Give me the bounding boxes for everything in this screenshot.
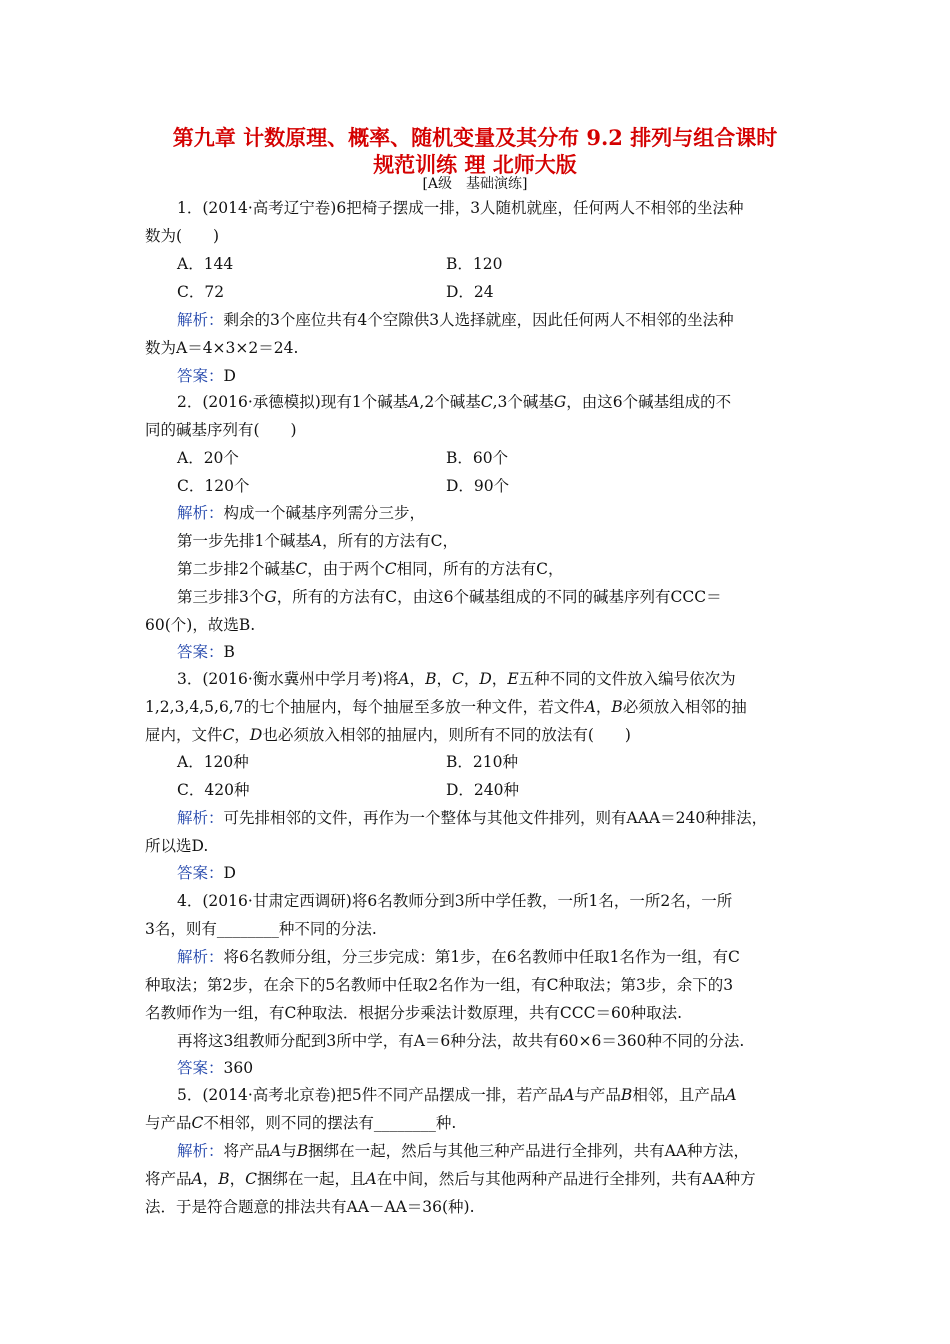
q2-stem-line-1: 2．(2016·承德模拟)现有1个碱基A,2个碱基C,3个碱基G，由这6个碱基组成的不 — [177, 393, 732, 411]
q1-option-a: A．144 — [177, 255, 234, 273]
q3-option-a: A．120种 — [177, 753, 249, 771]
q4-analysis-line-4: 再将这3组教师分配到3所中学，有A＝6种分法，故共有60×6＝360种不同的分法. — [177, 1032, 745, 1050]
analysis-label: 解析： — [177, 1142, 224, 1160]
q3-option-c: C．420种 — [177, 781, 250, 799]
q5-analysis-line-3: 法．于是符合题意的排法共有AA－AA＝36(种). — [145, 1198, 475, 1216]
q3-stem-line-1: 3．(2016·衡水冀州中学月考)将A，B，C，D，E五种不同的文件放入编号依次为 — [177, 670, 736, 688]
q2-stem-line-2: 同的碱基序列有( ) — [145, 421, 297, 439]
q4-stem-line-1: 4．(2016·甘肃定西调研)将6名教师分到3所中学任教，一所1名，一所2名，一所 — [177, 892, 733, 910]
q5-analysis-line-1: 解析：将产品A与B捆绑在一起，然后与其他三种产品进行全排列，共有AA种方法， — [177, 1142, 750, 1160]
analysis-label: 解析： — [177, 948, 224, 966]
q3-stem-line-2: 1,2,3,4,5,6,7的七个抽屉内，每个抽屉至多放一种文件，若文件A，B必须放入相邻的抽 — [145, 698, 747, 716]
q3-analysis-line-2: 所以选D. — [145, 837, 209, 855]
q3-analysis-line-1: 解析：可先排相邻的文件，再作为一个整体与其他文件排列，则有AAA＝240种排法， — [177, 809, 768, 827]
q1-analysis-line-1: 解析：剩余的3个座位共有4个空隙供3人选择就座，因此任何两人不相邻的坐法种 — [177, 311, 734, 329]
q2-option-b: B．60个 — [446, 449, 509, 467]
q5-stem-line-1: 5．(2014·高考北京卷)把5件不同产品摆成一排，若产品A与产品B相邻，且产品A — [177, 1086, 737, 1104]
q5-stem-line-2: 与产品C不相邻，则不同的摆法有________种. — [145, 1114, 457, 1132]
q2-answer: 答案：B — [177, 643, 235, 661]
answer-label: 答案： — [177, 367, 224, 385]
q1-option-c: C．72 — [177, 283, 225, 301]
q2-option-a: A．20个 — [177, 449, 239, 467]
q2-analysis-step-2: 第二步排2个碱基C，由于两个C相同，所有的方法有C， — [177, 560, 564, 578]
analysis-label: 解析： — [177, 809, 224, 827]
q4-analysis-line-3: 名教师作为一组，有C种取法．根据分步乘法计数原理，共有CCC＝60种取法. — [145, 1004, 683, 1022]
q5-analysis-line-2: 将产品A，B，C捆绑在一起，且A在中间，然后与其他两种产品进行全排列，共有AA种方 — [145, 1170, 756, 1188]
q1-option-d: D．24 — [446, 283, 494, 301]
q2-analysis-conclusion: 60(个)，故选B. — [145, 616, 256, 634]
q3-answer: 答案：D — [177, 864, 236, 882]
q1-option-b: B．120 — [446, 255, 503, 273]
q4-stem-line-2: 3名，则有________种不同的分法. — [145, 920, 377, 938]
q1-analysis-line-2: 数为A＝4×3×2＝24. — [145, 339, 299, 357]
q3-option-b: B．210种 — [446, 753, 518, 771]
section-level-heading: [A级 基础演练] — [422, 176, 528, 192]
q4-answer: 答案：360 — [177, 1059, 254, 1077]
answer-label: 答案： — [177, 643, 224, 661]
q2-option-d: D．90个 — [446, 477, 510, 495]
q3-stem-line-3: 屉内，文件C，D也必须放入相邻的抽屉内，则所有不同的放法有( ) — [145, 726, 631, 744]
document-title-line-1: 第九章 计数原理、概率、随机变量及其分布 9.2 排列与组合课时 — [172, 125, 778, 150]
q1-stem-line-2: 数为( ) — [145, 227, 220, 245]
analysis-label: 解析： — [177, 311, 224, 329]
q2-analysis-step-3: 第三步排3个G，所有的方法有C，由这6个碱基组成的不同的碱基序列有CCC＝ — [177, 588, 722, 606]
answer-label: 答案： — [177, 1059, 224, 1077]
q2-analysis-step-1: 第一步先排1个碱基A，所有的方法有C， — [177, 532, 458, 550]
q4-analysis-line-1: 解析：将6名教师分组，分三步完成：第1步，在6名教师中任取1名作为一组，有C — [177, 948, 740, 966]
q1-stem-line-1: 1．(2014·高考辽宁卷)6把椅子摆成一排，3人随机就座，任何两人不相邻的坐法种 — [177, 199, 744, 217]
q4-analysis-line-2: 种取法；第2步，在余下的5名教师中任取2名作为一组，有C种取法；第3步，余下的3 — [145, 976, 734, 994]
answer-label: 答案： — [177, 864, 224, 882]
document-title-line-2: 规范训练 理 北师大版 — [373, 152, 577, 177]
analysis-label: 解析： — [177, 504, 224, 522]
q2-analysis-line-1: 解析：构成一个碱基序列需分三步， — [177, 504, 426, 522]
q1-answer: 答案：D — [177, 367, 236, 385]
q3-option-d: D．240种 — [446, 781, 520, 799]
q2-option-c: C．120个 — [177, 477, 250, 495]
